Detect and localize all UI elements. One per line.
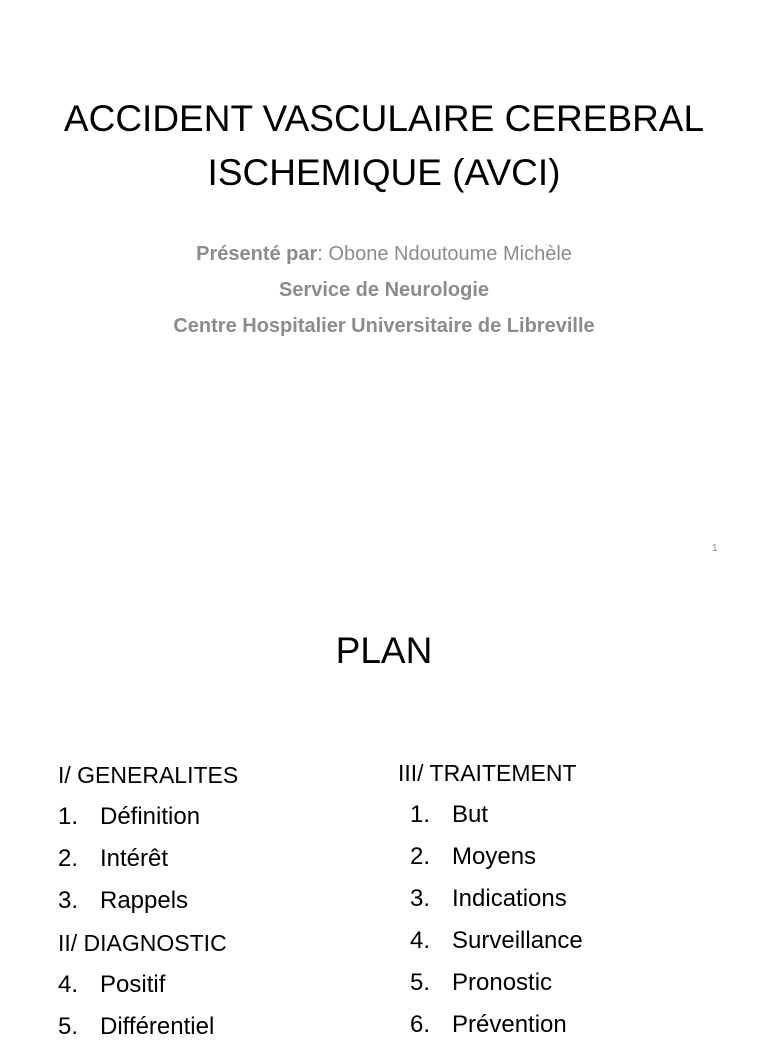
presenter-name: Obone Ndoutoume Michèle [328, 243, 572, 265]
section-heading-generalites: I/ GENERALITES [58, 762, 239, 788]
page-number: 1 [712, 543, 718, 554]
item-number: 1. [410, 801, 431, 828]
item-number: 6. [410, 1011, 431, 1038]
plan-slide [0, 576, 768, 1040]
item-label: Définition [100, 803, 201, 830]
item-number: 4. [58, 971, 79, 998]
item-label: Surveillance [452, 927, 583, 954]
item-label: But [452, 801, 489, 828]
service-name: Service de Neurologie [278, 279, 490, 301]
item-number: 5. [410, 969, 431, 996]
item-label: Rappels [100, 887, 189, 914]
list-item [58, 880, 378, 922]
item-label: Différentiel [100, 1013, 215, 1040]
list-item [398, 962, 738, 1004]
list-item [398, 1004, 738, 1046]
presented-by-separator: : [317, 243, 329, 265]
list-item [398, 920, 738, 962]
item-label: Intérêt [100, 845, 169, 872]
item-number: 2. [410, 843, 431, 870]
presented-by-label: Présenté par [196, 243, 318, 265]
item-label: Moyens [452, 843, 537, 870]
item-number: 2. [58, 845, 79, 872]
section-heading-diagnostic: II/ DIAGNOSTIC [58, 930, 227, 956]
list-item [398, 794, 738, 836]
presenter-line [20, 236, 748, 272]
item-number: 4. [410, 927, 431, 954]
item-number: 5. [58, 1013, 79, 1040]
item-label: Prévention [452, 1011, 567, 1038]
section-heading-traitement: III/ TRAITEMENT [398, 760, 577, 786]
plan-left-column [58, 754, 378, 1048]
list-item [58, 964, 378, 1006]
item-number: 3. [410, 885, 431, 912]
list-item [398, 836, 738, 878]
plan-title: PLAN [335, 630, 433, 671]
title-line-2: ISCHEMIQUE (AVCI) [207, 152, 561, 193]
item-label: Pronostic [452, 969, 553, 996]
list-item [58, 1006, 378, 1048]
item-number: 1. [58, 803, 79, 830]
slide-title [20, 92, 748, 200]
title-line-1: ACCIDENT VASCULAIRE CEREBRAL [63, 98, 705, 139]
item-label: Indications [452, 885, 567, 912]
list-item [58, 796, 378, 838]
list-item [58, 838, 378, 880]
plan-right-column [398, 752, 738, 1046]
item-label: Positif [100, 971, 166, 998]
list-item [398, 878, 738, 920]
hospital-name: Centre Hospitalier Universitaire de Libreville [173, 315, 595, 337]
slide-subtitle [20, 236, 748, 344]
item-number: 3. [58, 887, 79, 914]
